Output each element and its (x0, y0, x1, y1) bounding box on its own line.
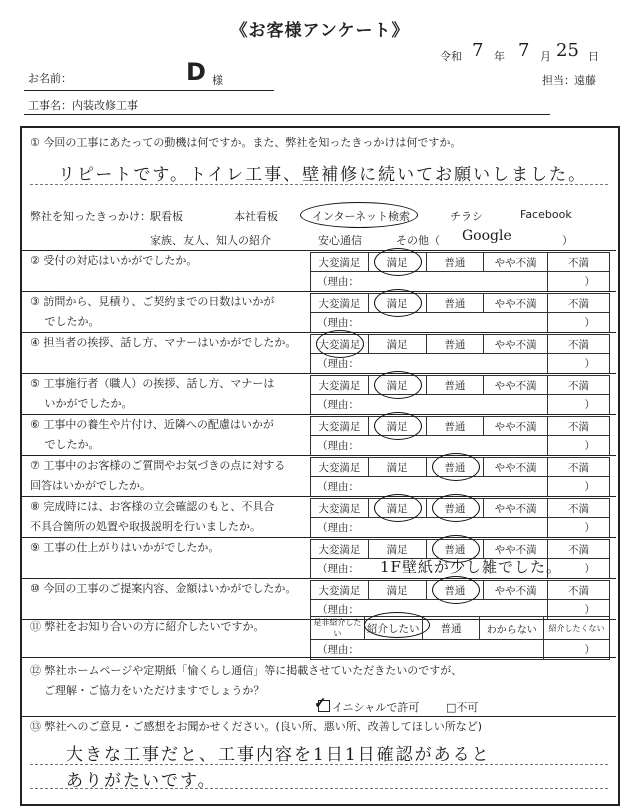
q13-text: ⑬ 弊社へのご意見・ご感想をお聞かせください。(良い所、悪い所、改善してほしい所など) (30, 720, 483, 733)
q11-opt-definitely[interactable]: 是非紹介したい (311, 617, 365, 640)
rating-option[interactable]: 大変満足 (311, 458, 369, 477)
rating-option[interactable]: 満足 (368, 417, 426, 436)
q1-trigger-label: 弊社を知ったきっかけ： (30, 210, 151, 223)
q12-line2: ご理解・ご協力をいただけますでしょうか？ (44, 684, 265, 697)
date-day: 25 (556, 40, 579, 61)
question-7-line: 回答はいかがでしたか。 (30, 479, 151, 492)
date-era: 令和 (440, 50, 462, 63)
q11-opt-dont-know[interactable]: わからない (480, 617, 544, 640)
selection-circle (374, 289, 422, 317)
selection-circle (432, 494, 480, 522)
q11-opt-dont-want[interactable]: 紹介したくない (544, 617, 610, 640)
date-year: 7 (472, 40, 484, 61)
q13-answer-line-2 (30, 788, 608, 789)
reason-close: ） (547, 559, 609, 579)
q11-selection-circle (364, 612, 430, 638)
reason-close: ） (547, 600, 609, 620)
q1-answer-line (30, 184, 608, 185)
work-label: 工事名： (28, 99, 72, 112)
rating-option[interactable]: 普通 (426, 335, 484, 354)
rating-option[interactable]: 不満 (547, 540, 609, 559)
rating-option[interactable]: 不満 (547, 581, 609, 600)
rating-option[interactable]: やや不満 (484, 335, 548, 354)
q11-table (310, 616, 610, 660)
reason-field[interactable]: （理由： (311, 354, 548, 374)
question-9-line: ⑨ 工事の仕上がりはいかがでしたか。 (30, 541, 220, 554)
name-label: お名前： (28, 72, 72, 85)
rating-option[interactable]: 大変満足 (311, 253, 369, 272)
q11-reason[interactable]: （理由： (311, 640, 544, 660)
question-3-line: ③ 訪問から、見積り、ご契約までの日数はいかが (30, 295, 275, 308)
reason-field[interactable]: （理由： (311, 436, 548, 456)
reason-field[interactable]: （理由： (311, 313, 548, 333)
rating-option[interactable]: 大変満足 (311, 376, 369, 395)
selection-circle (374, 494, 422, 522)
rating-option[interactable]: 大変満足 (311, 499, 369, 518)
staff-value: 遠藤 (574, 74, 596, 87)
reason-close: ） (547, 395, 609, 415)
rating-option[interactable]: やや不満 (484, 376, 548, 395)
rating-option[interactable]: 不満 (547, 499, 609, 518)
name-suffix: 様 (212, 74, 223, 87)
question-3-rating-table (310, 293, 610, 333)
q1-answer: リピートです。トイレ工事、壁補修に続いてお願いしました。 (58, 165, 588, 185)
selection-circle (316, 330, 364, 358)
page-title: 《お客様アンケート》 (230, 21, 410, 41)
rating-option[interactable]: やや不満 (484, 581, 548, 600)
q1-opt-station[interactable]: 駅看板 (150, 210, 183, 223)
q13-answer-line2: ありがたいです。 (66, 771, 217, 791)
q1-text: ① 今回の工事にあたっての動機は何ですか。また、弊社を知ったきっかけは何ですか。 (30, 136, 462, 149)
date-month: 7 (518, 40, 530, 61)
staff-label: 担当： (542, 74, 575, 87)
date-month-unit: 月 (540, 50, 551, 63)
q12-line1: ⑫ 弊社ホームページや定期紙「愉くらし通信」等に掲載させていただきたいのですが、 (30, 664, 463, 677)
question-2-line: ② 受付の対応はいかがでしたか。 (30, 254, 198, 267)
question-5-line: ⑤ 工事施行者（職人）の挨拶、話し方、マナーは (30, 377, 275, 390)
q11-text: ⑪ 弊社をお知り合いの方に紹介したいですか。 (30, 620, 265, 633)
reason-field[interactable]: （理由： (311, 272, 548, 292)
selection-circle (432, 576, 480, 604)
rating-option[interactable]: やや不満 (484, 253, 548, 272)
q1-opt-head-office[interactable]: 本社看板 (234, 210, 278, 223)
rating-option[interactable]: 大変満足 (311, 335, 369, 354)
reason-close: ） (547, 436, 609, 456)
name-underline (24, 90, 274, 91)
question-5-rating-table (310, 375, 610, 415)
q1-opt-flyer[interactable]: チラシ (450, 210, 483, 223)
q1-other-value: Google (462, 228, 512, 244)
rating-option[interactable]: 満足 (368, 581, 426, 600)
reason-field[interactable]: （理由： (311, 477, 548, 497)
q1-opt-internet[interactable]: インターネット検索 (312, 210, 411, 223)
q1-opt-facebook[interactable]: Facebook (520, 208, 572, 221)
question-5-line: いかがでしたか。 (30, 397, 133, 410)
reason-field[interactable]: （理由： (311, 559, 548, 579)
rating-option[interactable]: 不満 (547, 376, 609, 395)
rating-option[interactable]: 満足 (368, 253, 426, 272)
q11-reason-close: ） (544, 640, 610, 660)
question-6-line: でしたか。 (30, 438, 100, 451)
question-6-rating-table (310, 416, 610, 456)
rating-option[interactable]: 大変満足 (311, 417, 369, 436)
rating-option[interactable]: 不満 (547, 335, 609, 354)
question-4-line: ④ 担当者の挨拶、話し方、マナーはいかがでしたか。 (30, 336, 297, 349)
q1-opt-referral[interactable]: 家族、友人、知人の紹介 (150, 234, 271, 247)
rating-option[interactable]: 不満 (547, 417, 609, 436)
rating-option[interactable]: 普通 (426, 376, 484, 395)
rating-option[interactable]: 大変満足 (311, 294, 369, 313)
rating-option[interactable]: やや不満 (484, 417, 548, 436)
work-underline (24, 114, 550, 115)
reason-close: ） (547, 354, 609, 374)
question-7-line: ⑦ 工事中のお客様のご質問やお気づきの点に対する (30, 459, 286, 472)
question-2-rating-table (310, 252, 610, 292)
question-3-line: でしたか。 (30, 315, 100, 328)
work-value: 内装改修工事 (72, 99, 138, 112)
rating-option[interactable]: 普通 (426, 581, 484, 600)
q1-opt-other[interactable]: その他（ (396, 234, 440, 247)
reason-field[interactable]: （理由： (311, 518, 548, 538)
rating-option[interactable]: 満足 (368, 376, 426, 395)
q13-answer-line-1 (30, 764, 608, 765)
rating-option[interactable]: 不満 (547, 294, 609, 313)
rating-option[interactable]: 普通 (426, 540, 484, 559)
question-6-line: ⑥ 工事中の養生や片付け、近隣への配慮はいかが (30, 418, 274, 431)
reason-close: ） (547, 518, 609, 538)
rating-option[interactable]: やや不満 (484, 540, 548, 559)
q1-selection-circle (300, 202, 418, 228)
q1-other-close: ） (562, 234, 573, 247)
selection-circle (374, 248, 422, 276)
q13-answer-line1: 大きな工事だと、工事内容を1日1日確認があると (66, 745, 491, 765)
rating-option[interactable]: 満足 (368, 540, 426, 559)
selection-circle (374, 371, 422, 399)
selection-circle (432, 453, 480, 481)
rating-option[interactable]: 満足 (368, 499, 426, 518)
selection-circle (374, 412, 422, 440)
rating-option[interactable]: 普通 (426, 417, 484, 436)
rating-option[interactable]: 普通 (426, 253, 484, 272)
question-10-line: ⑩ 今回の工事のご提案内容、金額はいかがでしたか。 (30, 582, 297, 595)
q1-opt-newsletter[interactable]: 安心通信 (318, 234, 362, 247)
rating-option[interactable]: 満足 (368, 335, 426, 354)
reason-close: ） (547, 272, 609, 292)
rating-option[interactable]: 大変満足 (311, 540, 369, 559)
rating-option[interactable]: 普通 (426, 294, 484, 313)
rating-option[interactable]: 大変満足 (311, 581, 369, 600)
reason-field[interactable]: （理由： (311, 395, 548, 415)
reason-field[interactable]: （理由： (311, 600, 548, 620)
rating-option[interactable]: やや不満 (484, 458, 548, 477)
q9-reason: 1F壁紙が少し雑でした。 (380, 558, 562, 576)
rating-option[interactable]: やや不満 (484, 499, 548, 518)
question-8-line: 不具合箇所の処置や取扱説明を行いましたか。 (30, 520, 261, 533)
rating-option[interactable]: 満足 (368, 294, 426, 313)
rating-option[interactable]: やや不満 (484, 294, 548, 313)
q11-opt-neutral[interactable]: 普通 (422, 617, 480, 640)
reason-close: ） (547, 313, 609, 333)
rating-option[interactable]: 不満 (547, 458, 609, 477)
reason-close: ） (547, 477, 609, 497)
check-icon: ✓ (314, 694, 327, 712)
name-value: D (186, 58, 206, 86)
q12-opt-no[interactable]: □不可 (446, 701, 479, 714)
rating-option[interactable]: 満足 (368, 458, 426, 477)
date-year-unit: 年 (494, 50, 505, 63)
rating-option[interactable]: 普通 (426, 499, 484, 518)
q11-divider (22, 657, 616, 658)
rating-option[interactable]: 不満 (547, 253, 609, 272)
q12-opt-yes[interactable]: イニシャルで許可 (332, 701, 420, 714)
q11-opt-want[interactable]: 紹介したい (364, 617, 422, 640)
question-8-line: ⑧ 完成時には、お客様の立会確認のもと、不具合 (30, 500, 275, 513)
rating-option[interactable]: 普通 (426, 458, 484, 477)
date-day-unit: 日 (588, 50, 599, 63)
